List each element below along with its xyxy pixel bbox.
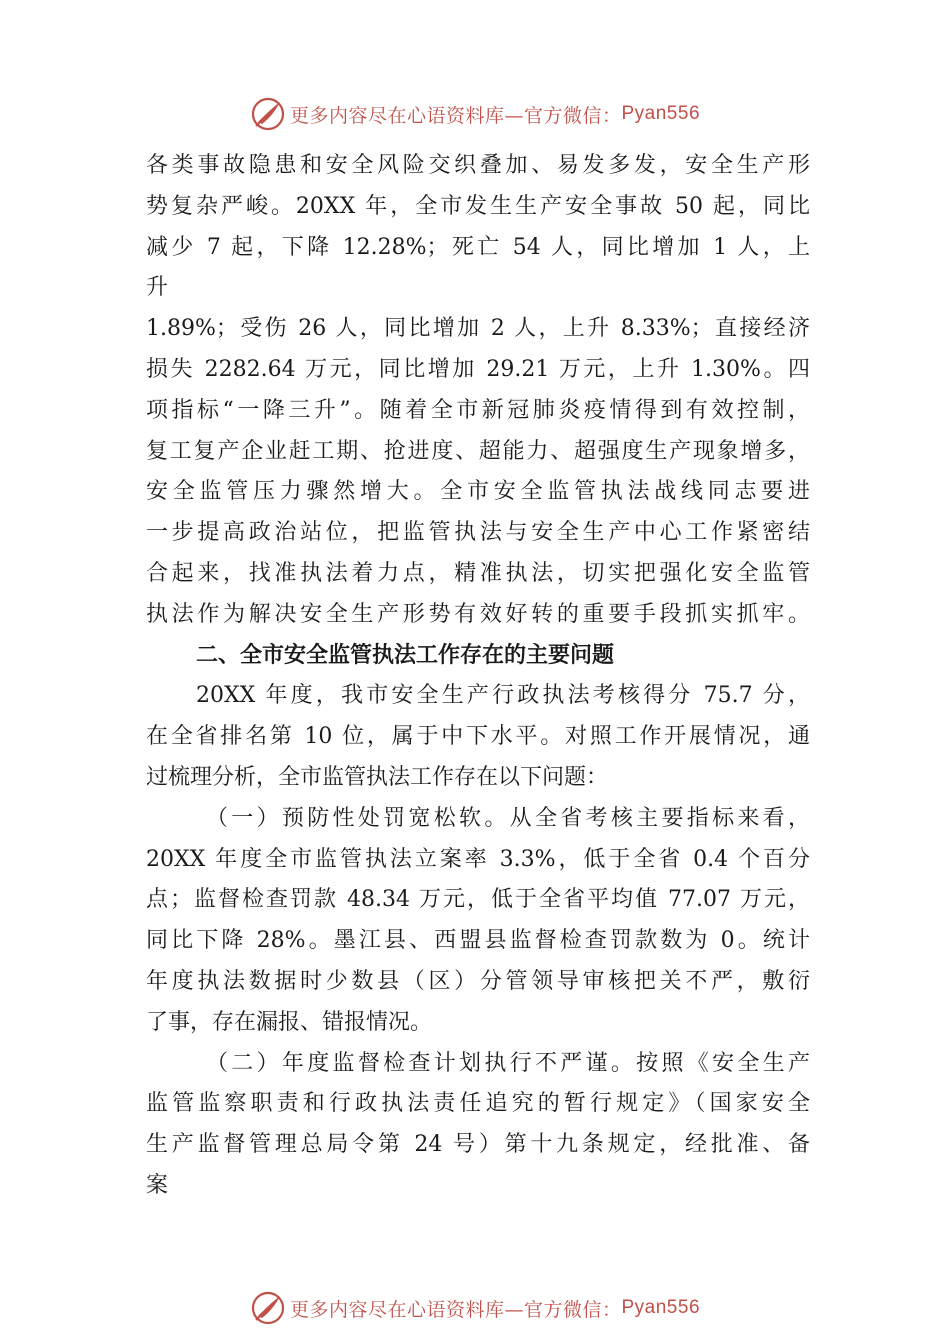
body-line: 过梳理分析，全市监管执法工作存在以下问题：: [146, 764, 609, 790]
body-line: 了事，存在漏报、错报情况。: [146, 1009, 433, 1035]
quill-pen-logo-icon: [250, 96, 286, 132]
body-line: 合起来，找准执法着力点，精准执法，切实把强化安全监管: [146, 560, 810, 586]
body-line: 势复杂严峻。20XX 年，全市发生生产安全事故 50 起，同比: [146, 193, 810, 219]
section-heading: 二、全市安全监管执法工作存在的主要问题: [196, 642, 615, 668]
body-line: 同比下降 28%。墨江县、西盟县监督检查罚款数为 0。统计: [146, 928, 810, 954]
body-line: 一步提高政治站位，把监管执法与安全生产中心工作紧密结: [146, 520, 810, 546]
footer-banner: [0, 1288, 950, 1328]
footer-banner-wechat-id: Pyan556: [621, 1297, 701, 1318]
body-line: 执法作为解决安全生产形势有效好转的重要手段抓实抓牢。: [146, 601, 810, 627]
footer-banner-text: 更多内容尽在心语资料库—官方微信：: [289, 1298, 622, 1321]
body-line: 各类事故隐患和安全风险交织叠加、易发多发，安全生产形: [146, 153, 810, 178]
document-body: [146, 146, 810, 1207]
body-line: 减少 7 起，下降 12.28%；死亡 54 人，同比增加 1 人，上: [146, 234, 810, 260]
header-banner-text: 更多内容尽在心语资料库—官方微信：: [289, 104, 622, 127]
body-line: 案: [146, 1172, 169, 1198]
subsection-line: （一）预防性处罚宽松软。从全省考核主要指标来看，: [206, 805, 810, 831]
body-line: 损失 2282.64 万元，同比增加 29.21 万元，上升 1.30%。四: [146, 356, 810, 382]
body-line: 项指标“一降三升”。随着全市新冠肺炎疫情得到有效控制，: [146, 397, 810, 423]
body-line: 安全监管压力骤然增大。全市安全监管执法战线同志要进: [146, 479, 810, 505]
header-banner-wechat-id: Pyan556: [621, 103, 701, 124]
body-line: 生产监督管理总局令第 24 号）第十九条规定，经批准、备: [146, 1132, 810, 1158]
body-line: 20XX 年度全市监管执法立案率 3.3%，低于全省 0.4 个百分: [146, 846, 810, 872]
body-line: 点；监督检查罚款 48.34 万元，低于全省平均值 77.07 万元，: [146, 887, 810, 913]
body-line: 年度执法数据时少数县（区）分管领导审核把关不严，敷衍: [146, 968, 810, 994]
body-line: 1.89%；受伤 26 人，同比增加 2 人，上升 8.33%；直接经济: [146, 316, 810, 342]
body-line: 监管监察职责和行政执法责任追究的暂行规定》（国家安全: [146, 1091, 810, 1117]
body-line: 20XX 年度，我市安全生产行政执法考核得分 75.7 分，: [196, 683, 810, 709]
body-line: 升: [146, 275, 169, 301]
body-line: 复工复产企业赶工期、抢进度、超能力、超强度生产现象增多，: [146, 438, 810, 464]
quill-pen-logo-icon: [250, 1290, 286, 1326]
body-line: 在全省排名第 10 位，属于中下水平。对照工作开展情况，通: [146, 724, 810, 750]
header-banner: [0, 94, 950, 134]
subsection-line: （二）年度监督检查计划执行不严谨。按照《安全生产: [206, 1050, 810, 1076]
